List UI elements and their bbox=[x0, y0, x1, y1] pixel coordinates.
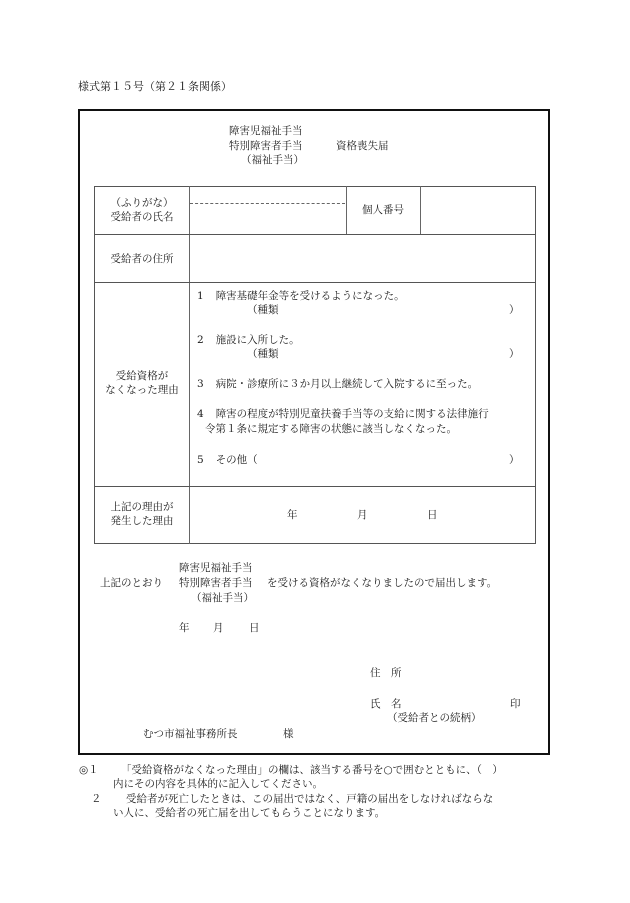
reason-2-type-close: ） bbox=[509, 348, 520, 360]
declaration-allowance-3: （福祉手当） bbox=[191, 592, 254, 604]
name-label bbox=[96, 196, 188, 224]
recipient-name-label: 受給者の氏名 bbox=[110, 211, 174, 223]
applicant-address-label: 住 所 bbox=[370, 667, 402, 679]
reason-text: その他（ bbox=[215, 454, 258, 466]
reason-text: 病院・診療所に３か月以上継続して入院するに至った。 bbox=[215, 378, 479, 390]
occurrence-label bbox=[96, 500, 188, 528]
table-row-divider bbox=[94, 234, 536, 235]
document-title: 資格喪失届 bbox=[336, 140, 389, 152]
title-allowance-1: 障害児福祉手当 bbox=[229, 125, 303, 137]
occurrence-year[interactable]: 年 bbox=[287, 509, 298, 521]
applicant-name-label: 氏 名 bbox=[370, 698, 402, 710]
note-2-line-1: 受給者が死亡したときは、この届出ではなく、戸籍の届出をしなければならな bbox=[126, 793, 494, 805]
individual-number-label: 個人番号 bbox=[362, 204, 404, 216]
filing-month[interactable]: 月 bbox=[213, 622, 224, 634]
relationship-label: （受給者との続柄） bbox=[387, 712, 482, 724]
recipient-address-field[interactable] bbox=[192, 237, 532, 279]
title-allowance-2: 特別障害者手当 bbox=[229, 139, 303, 152]
form-number: 様式第１５号（第２１条関係） bbox=[78, 80, 232, 93]
reason-number: 1 bbox=[197, 290, 204, 302]
reason-number: 5 bbox=[197, 454, 204, 466]
reason-1-type-open: （種類 bbox=[247, 304, 279, 316]
reason-label-1: 受給資格が bbox=[115, 370, 169, 382]
declaration-prefix: 上記のとおり bbox=[100, 577, 163, 589]
furigana-divider bbox=[190, 203, 345, 204]
occurrence-day[interactable]: 日 bbox=[427, 509, 438, 521]
filing-year[interactable]: 年 bbox=[179, 622, 190, 634]
reason-item-2[interactable] bbox=[197, 333, 300, 347]
reason-item-1[interactable] bbox=[197, 289, 405, 303]
table-col-divider-number-value bbox=[420, 186, 421, 234]
declaration-allowance-names bbox=[179, 561, 254, 606]
note-1-line-2: 内にその内容を具体的に記入してください。 bbox=[113, 778, 323, 790]
seal-mark: 印 bbox=[510, 698, 521, 710]
reason-item-3[interactable] bbox=[197, 377, 478, 391]
reason-item-5[interactable] bbox=[197, 453, 258, 467]
individual-number-field[interactable] bbox=[422, 188, 532, 232]
honorific: 様 bbox=[283, 728, 294, 740]
title-allowance-3: （福祉手当） bbox=[241, 154, 304, 166]
table-row-divider bbox=[94, 486, 536, 487]
reason-label bbox=[96, 369, 188, 397]
reason-5-close: ） bbox=[509, 454, 520, 466]
reason-text: 障害基礎年金等を受けるようになった。 bbox=[215, 290, 405, 302]
declaration-allowance-1: 障害児福祉手当 bbox=[179, 562, 253, 574]
note-1-mark: ◎１ bbox=[79, 764, 99, 776]
reason-4-continued: 令第１条に規定する障害の状態に該当しなくなった。 bbox=[205, 423, 457, 435]
reason-number: 4 bbox=[197, 408, 204, 420]
occurrence-label-1: 上記の理由が bbox=[110, 501, 174, 513]
reason-text: 障害の程度が特別児童扶養手当等の支給に関する法律施行 bbox=[215, 408, 489, 420]
recipient-name-field[interactable] bbox=[192, 205, 342, 231]
title-allowance-names bbox=[229, 124, 304, 168]
occurrence-label-2: 発生した理由 bbox=[110, 515, 174, 527]
recipient-address-label: 受給者の住所 bbox=[110, 253, 174, 265]
reason-item-4[interactable] bbox=[197, 407, 489, 421]
reason-label-2: なくなった理由 bbox=[105, 384, 179, 396]
declaration-allowance-2: 特別障害者手当 bbox=[179, 577, 253, 589]
occurrence-month[interactable]: 月 bbox=[357, 509, 368, 521]
table-col-divider bbox=[189, 186, 190, 544]
note-2-line-2: い人に、受給者の死亡届を出してもらうことになります。 bbox=[113, 807, 386, 819]
reason-number: 3 bbox=[197, 378, 204, 390]
reason-text: 施設に入所した。 bbox=[215, 334, 300, 346]
table-row-divider bbox=[94, 282, 536, 283]
note-2-mark: ２ bbox=[91, 793, 102, 805]
declaration-suffix: を受ける資格がなくなりましたので届出します。 bbox=[267, 577, 498, 589]
filing-day[interactable]: 日 bbox=[249, 622, 260, 634]
reason-2-type-open: （種類 bbox=[247, 348, 279, 360]
reason-number: 2 bbox=[197, 334, 204, 346]
note-1-line-1: 「受給資格がなくなった理由」の欄は、該当する番号を○で囲むとともに、（ ） bbox=[121, 764, 503, 776]
furigana-label: （ふりがな） bbox=[110, 197, 174, 209]
addressee: むつ市福祉事務所長 bbox=[143, 728, 238, 740]
reason-1-type-close: ） bbox=[509, 304, 520, 316]
